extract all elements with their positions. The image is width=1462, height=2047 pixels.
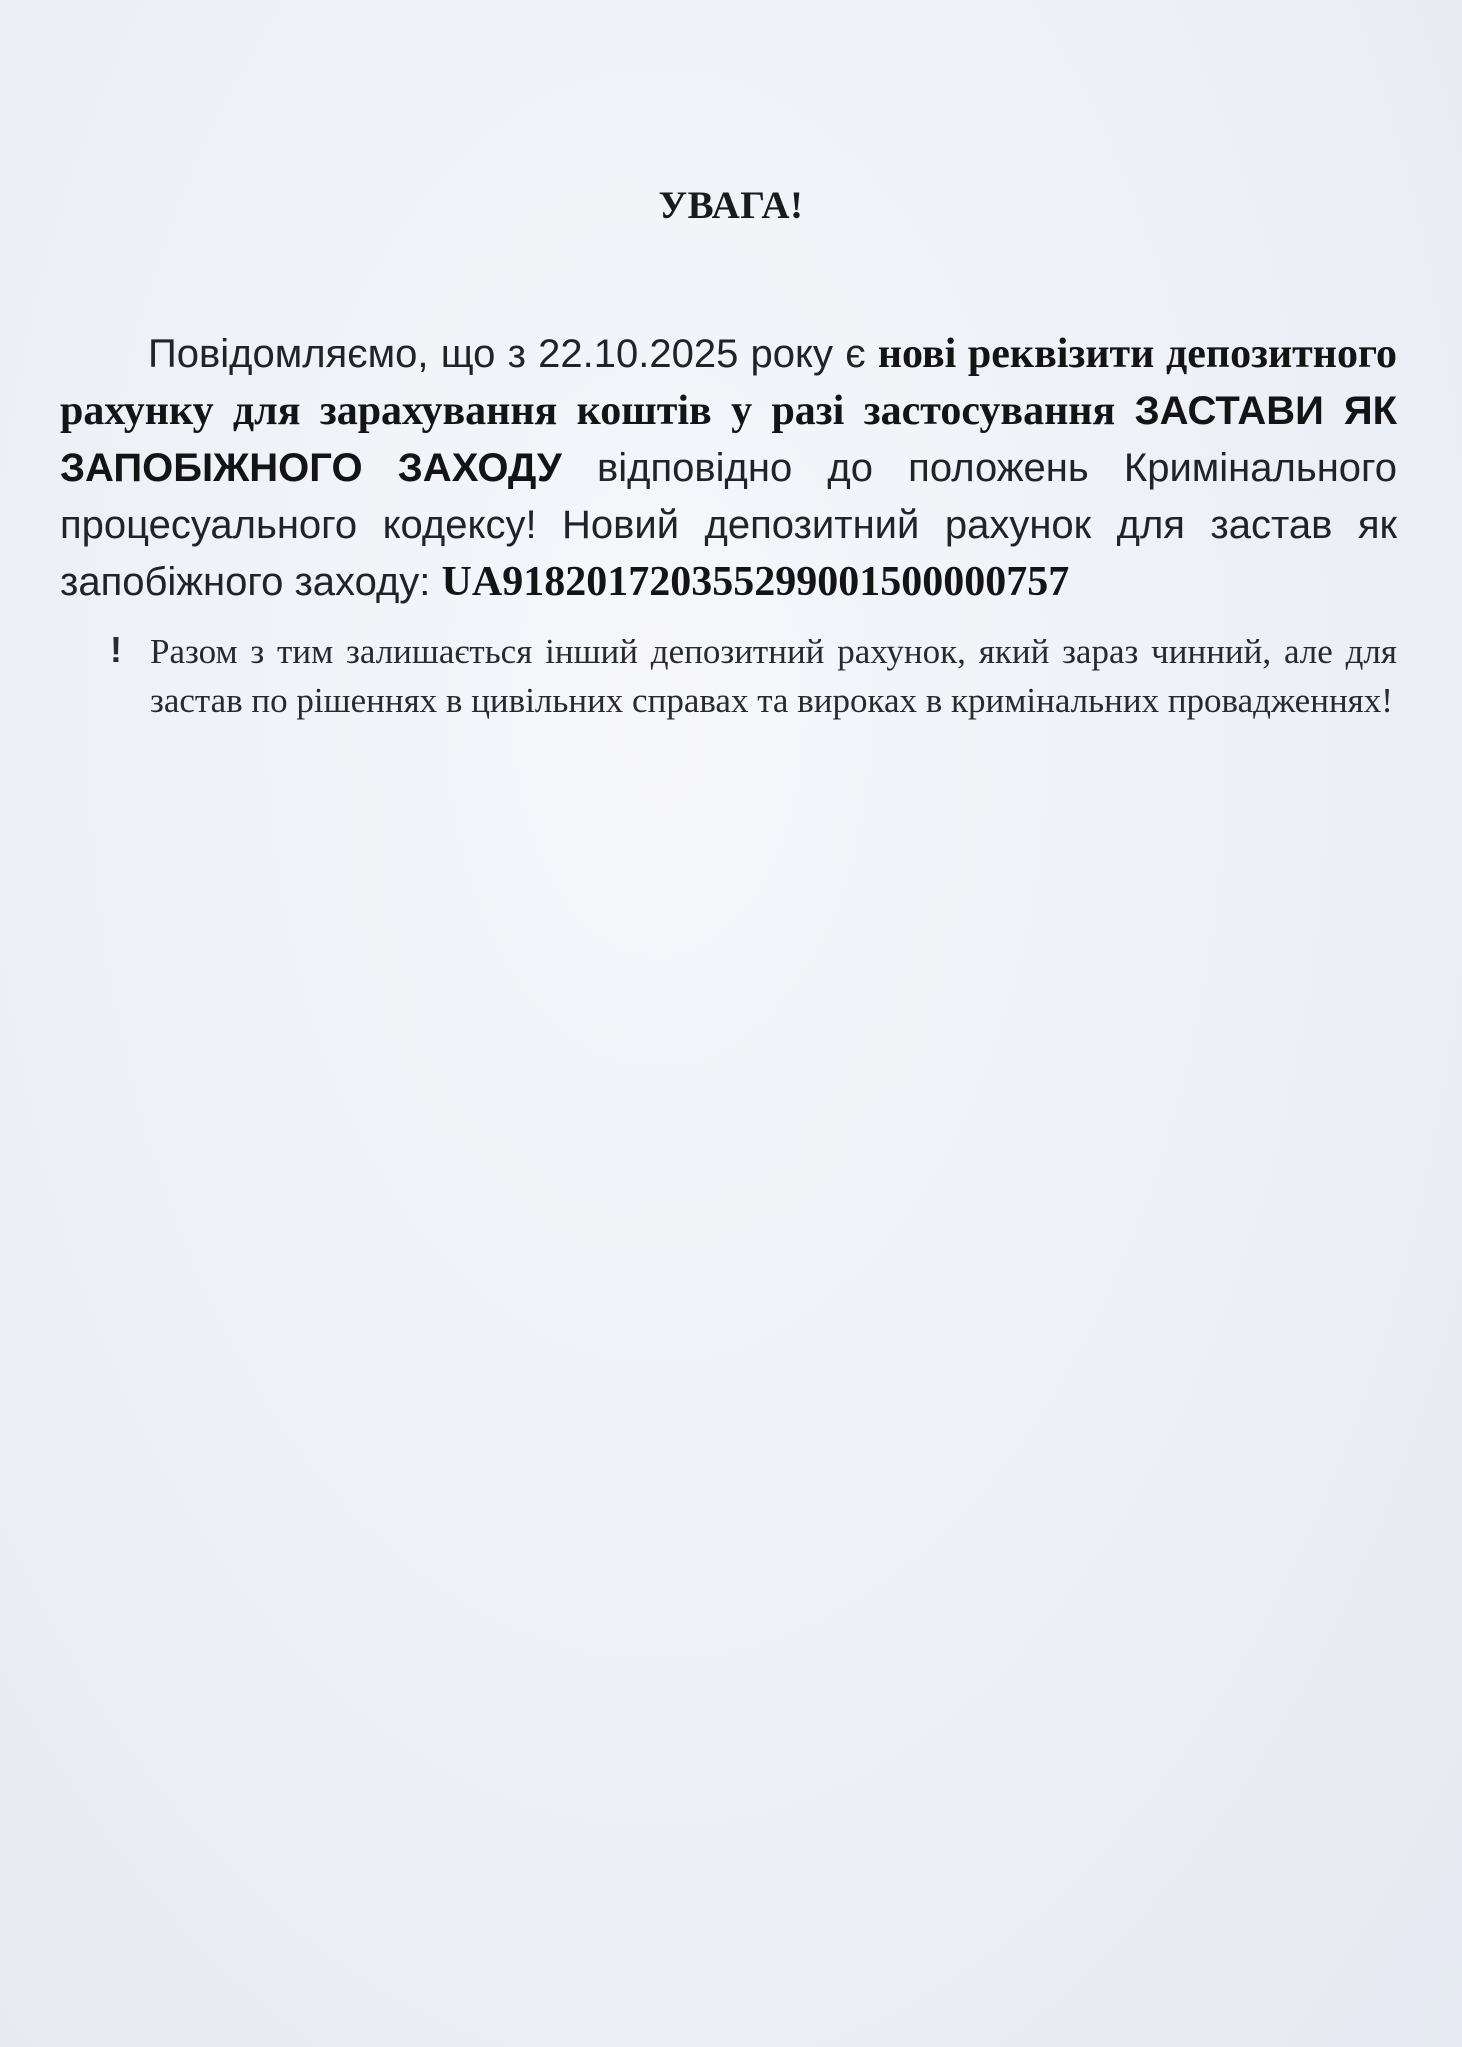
paragraph-bold-measure: ЗАСТАВИ ЯК ЗАПОБІЖНОГО ЗАХОДУ xyxy=(60,389,1397,490)
warning-note xyxy=(110,627,1397,725)
paragraph-bold-requisites: нові реквізити депозитного рахунку для зарахування коштів у разі застосування xyxy=(60,331,1397,434)
paragraph-middle: відповідно до положень Кримінального процесуального кодексу! Новий депозитний рахунок для застав як запобіжного заходу: xyxy=(60,446,1397,604)
exclamation-icon: ! xyxy=(110,629,122,670)
paragraph-intro: Повідомляємо, що з 22.10.2025 року є xyxy=(148,332,878,376)
announcement-paragraph xyxy=(60,326,1397,611)
warning-note-text: Разом з тим залишається інший депозитний рахунок, який зараз чинний, але для застав по рішеннях в цивільних справах та вироках в кримінальних провадженнях! xyxy=(150,632,1397,720)
page-title: УВАГА! xyxy=(658,184,804,227)
account-iban: UA918201720355299001500000757 xyxy=(441,559,1070,605)
